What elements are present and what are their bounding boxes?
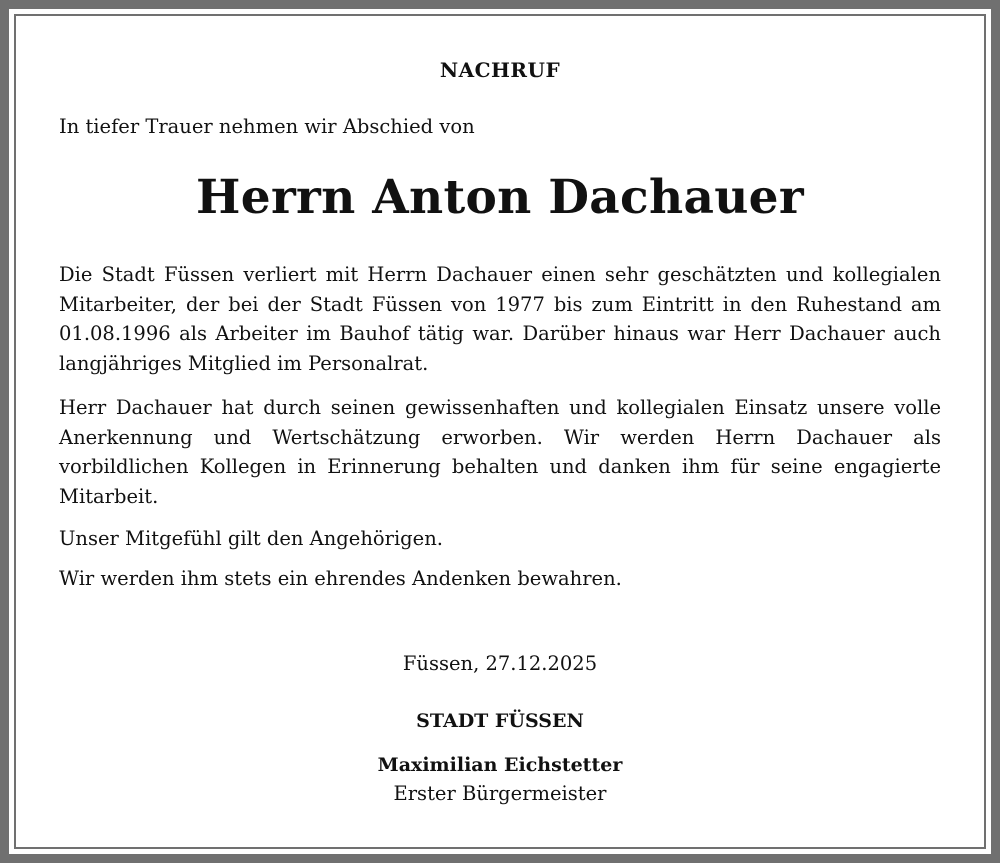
obituary-notice bbox=[59, 0, 941, 863]
paragraph-appreciation: Herr Dachauer hat durch seinen gewissenhaften und kollegialen Einsatz unsere volle Anerkennung und Wertschätzung erworben. Wir werden Herrn Dachauer als vorbildlichen Kollegen in Erinnerung behalten und danken ihm für seine engagierte Mitarbeit. bbox=[59, 396, 941, 508]
signer-name: Maximilian Eichstetter bbox=[377, 754, 623, 776]
paragraph-career: Die Stadt Füssen verliert mit Herrn Dachauer einen sehr geschätzten und kollegialen Mitarbeiter, der bei der Stadt Füssen von 1977 bis zum Eintritt in den Ruhestand am 01.08.1996 als Arbeiter im Bauhof tätig war. Darüber hinaus war Herr Dachauer auch langjähriges Mitglied im Personalrat. bbox=[59, 263, 941, 375]
paragraph-remembrance: Wir werden ihm stets ein ehrendes Andenken bewahren. bbox=[59, 567, 622, 590]
place-date: Füssen, 27.12.2025 bbox=[402, 652, 598, 675]
signer-title: Erster Bürgermeister bbox=[393, 782, 607, 805]
paragraph-condolence: Unser Mitgefühl gilt den Angehörigen. bbox=[59, 527, 443, 550]
deceased-name: Herrn Anton Dachauer bbox=[196, 170, 804, 225]
organization-name: STADT FÜSSEN bbox=[416, 710, 584, 732]
notice-heading: NACHRUF bbox=[439, 58, 561, 82]
intro-line: In tiefer Trauer nehmen wir Abschied von bbox=[59, 115, 475, 138]
